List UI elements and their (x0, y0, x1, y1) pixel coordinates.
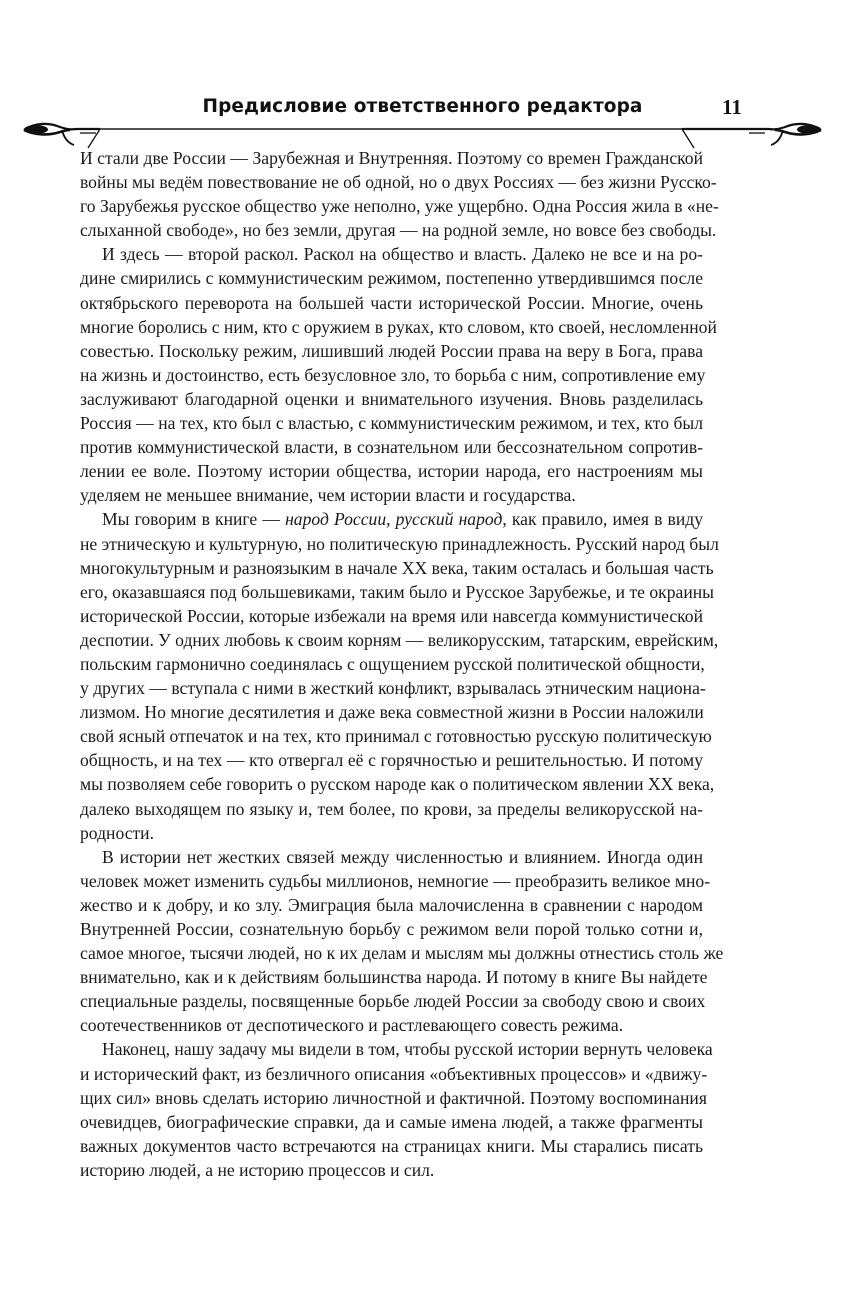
text-line: лении ее воле. Поэтому истории общества, истории народа, его настроениям мы (80, 461, 703, 482)
text-line: его, оказавшаяся под большевиками, таким было и Русское Зарубежье, и те окраины (80, 581, 714, 602)
text-line: исторической России, которые избежали на время или навсегда коммунистической (80, 605, 703, 626)
running-title: Предисловие ответственного редактора (202, 96, 643, 117)
text-line: заслуживают благодарной оценки и внимательного изучения. Вновь разделилась (80, 388, 703, 409)
text-line: го Зарубежья русское общество уже неполно, уже ущербно. Одна Россия жила в «не- (80, 196, 719, 217)
text-line: далеко выходящем по языку и, тем более, по крови, за пределы великорусской на- (80, 798, 703, 819)
text-line: И здесь — второй раскол. Раскол на общество и власть. Далеко не все и на ро- (102, 244, 703, 265)
text-line: соотечественников от деспотического и растлевающего совесть режима. (80, 1015, 624, 1036)
text-line: не этническую и культурную, но политическую принадлежность. Русский народ был (80, 533, 719, 554)
text-line: очевидцев, биографические справки, да и самые имена людей, а также фрагменты (80, 1111, 703, 1132)
text-fragment: Мы говорим в книге — (102, 509, 286, 530)
text-line: общность, и на тех — кто отвергал её с горячностью и решительностью. И потому (80, 750, 703, 771)
text-line: многие боролись с ним, кто с оружием в руках, кто словом, кто своей, несломленной (80, 316, 717, 337)
text-line: у других — вступала с ними в жесткий конфликт, взрывалась этническим национа- (80, 678, 706, 699)
text-line: И стали две России — Зарубежная и Внутренняя. Поэтому со времен Гражданской (80, 148, 703, 168)
text-line: дине смирились с коммунистическим режимом, постепенно утвердившимся после (80, 268, 703, 289)
text-line: польским гармонично соединялась с ощущением русской политической общности, (80, 653, 705, 674)
text-line: деспотии. У одних любовь к своим корням — великорусским, татарским, еврейским, (80, 629, 719, 650)
text-line: мы позволяем себе говорить о русском народе как о политическом явлении XX века, (80, 774, 715, 795)
text-line: Наконец, нашу задачу мы видели в том, чтобы русской истории вернуть человека (102, 1039, 713, 1060)
text-line: самое многое, тысячи людей, но к их делам и мыслям мы должны отнестись столь же (80, 943, 724, 964)
paragraph-5 (80, 1037, 713, 1182)
text-line: против коммунистической власти, в сознательном или бессознательном сопротив- (80, 437, 703, 458)
text-line: октябрьского переворота на большей части исторической России. Многие, очень (80, 292, 703, 313)
paragraph-3 (80, 507, 719, 844)
paragraph-4 (80, 845, 724, 1038)
text-line: многокультурным и разноязыким в начале XX века, таким осталась и большая часть (80, 557, 714, 578)
text-line: совестью. Поскольку режим, лишивший людей России права на веру в Бога, права (80, 340, 703, 361)
text-fragment: , как правило, имея в виду (502, 509, 703, 530)
text-line: человек может изменить судьбы миллионов, немногие — преобразить великое мно- (80, 870, 711, 891)
text-line: слыханной свободе», но без земли, другая — на родной земле, но вовсе без свободы. (80, 220, 717, 241)
text-line: жество и к добру, и ко злу. Эмиграция была малочисленна в сравнении с народом (80, 894, 703, 915)
text-line: историю людей, а не историю процессов и сил. (80, 1159, 435, 1180)
text-line: важных документов часто встречаются на страницах книги. Мы старались писать (80, 1135, 703, 1156)
paragraph-1 (80, 146, 719, 242)
text-line: специальные разделы, посвященные борьбе людей России за свободу свою и своих (80, 991, 706, 1012)
text-line: уделяем не меньшее внимание, чем истории власти и государства. (80, 485, 576, 506)
text-line: войны мы ведём повествование не об одной, но о двух Россиях — без жизни Русско- (80, 172, 717, 193)
page-number: 11 (722, 95, 742, 119)
text-line: внимательно, как и к действиям большинства народа. И потому в книге Вы найдете (80, 967, 708, 988)
text-line: на жизнь и достоинство, есть безусловное зло, то борьба с ним, сопротивление ему (80, 364, 706, 385)
text-line: щих сил» вновь сделать историю личностной и фактичной. Поэтому воспоминания (80, 1087, 707, 1108)
text-line: В истории нет жестких связей между численностью и влиянием. Иногда один (102, 846, 703, 867)
text-line: свой ясный отпечаток и на тех, кто принимал с готовностью русскую политическую (80, 726, 712, 747)
text-line (80, 507, 703, 531)
italic-emphasis: народ России, русский народ (285, 509, 503, 530)
text-line: и исторический факт, из безличного описания «объективных процессов» и «движу- (80, 1063, 708, 1084)
text-line: Россия — на тех, кто был с властью, с коммунистическим режимом, и тех, кто был (80, 413, 703, 434)
paragraph-2 (80, 242, 717, 507)
text-line: родности. (80, 822, 155, 843)
body-text (80, 146, 724, 1182)
text-line: лизмом. Но многие десятилетия и даже века совместной жизни в России наложили (80, 702, 704, 723)
text-line: Внутренней России, сознательную борьбу с режимом вели порой только сотни и, (80, 919, 703, 939)
